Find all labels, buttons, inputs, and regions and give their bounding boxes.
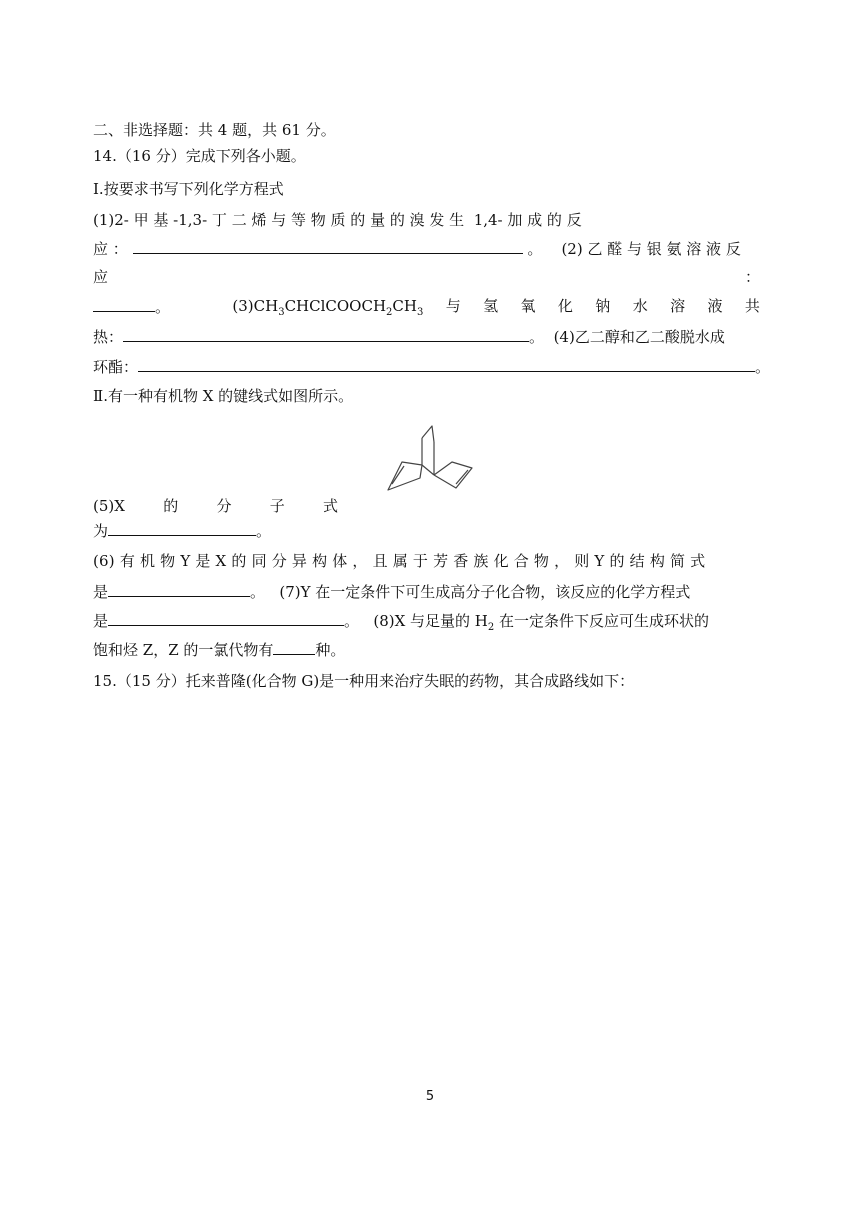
section-title: 二、非选择题：共 4 题，共 61 分。 — [93, 121, 336, 139]
question-5-line-2: 为 。 — [93, 522, 272, 540]
question-3-line-2: 热： 。 (4)乙二醇和乙二酸脱水成 — [93, 328, 725, 346]
part-2-heading: Ⅱ.有一种有机物 X 的键线式如图所示。 — [93, 387, 354, 405]
question-6-7-line: 是 。 (7)Y 在一定条件下可生成高分子化合物，该反应的化学方程式 — [93, 583, 691, 601]
question-1-line-2: 应 ： 。 (2) 乙 醛 与 银 氨 溶 液 反 — [93, 240, 741, 258]
question-15-title: 15.（15 分）托来普隆(化合物 G)是一种用来治疗失眠的药物，其合成路线如下： — [93, 672, 635, 690]
answer-blank-6[interactable] — [108, 581, 250, 597]
question-2-line-2: 应 ： — [93, 268, 760, 286]
question-4-line-2: 环酯： 。 — [93, 358, 771, 376]
answer-blank-3[interactable] — [123, 326, 529, 342]
answer-blank-4[interactable] — [138, 356, 755, 372]
question-8-line-2: 饱和烃 Z，Z 的一氯代物有 种。 — [93, 641, 346, 659]
bicyclooctatriene-structure — [380, 420, 480, 495]
answer-blank-7[interactable] — [108, 610, 344, 626]
answer-blank-5[interactable] — [108, 520, 256, 536]
question-6-line-1: (6) 有 机 物 Y 是 X 的 同 分 异 构 体 ， 且 属 于 芳 香 族 化 合 物 ， 则 Y 的 结 构 简 式 — [93, 552, 706, 570]
page-number: 5 — [425, 1089, 435, 1104]
question-3-line-1: 。 $(3)CH_3CHClCOOCH_2CH_3$ 与 氢 氧 化 钠 水 溶 液 共 — [93, 296, 760, 317]
question-5-line-1: (5)X 的 分 子 式 — [93, 497, 338, 515]
part-1-heading: Ⅰ.按要求书写下列化学方程式 — [93, 180, 284, 198]
answer-blank-8[interactable] — [273, 639, 315, 655]
question-14-title: 14.（16 分）完成下列各小题。 — [93, 147, 306, 165]
answer-blank-2[interactable] — [93, 296, 155, 312]
question-7-8-line: 是 。 (8)X 与足量的 $H_2$ 在一定条件下反应可生成环状的 — [93, 612, 710, 633]
answer-blank-1[interactable] — [133, 238, 523, 254]
question-1-line-1: (1)2- 甲 基 -1,3- 丁 二 烯 与 等 物 质 的 量 的 溴 发 生 1,4- 加 成 的 反 — [93, 211, 582, 229]
